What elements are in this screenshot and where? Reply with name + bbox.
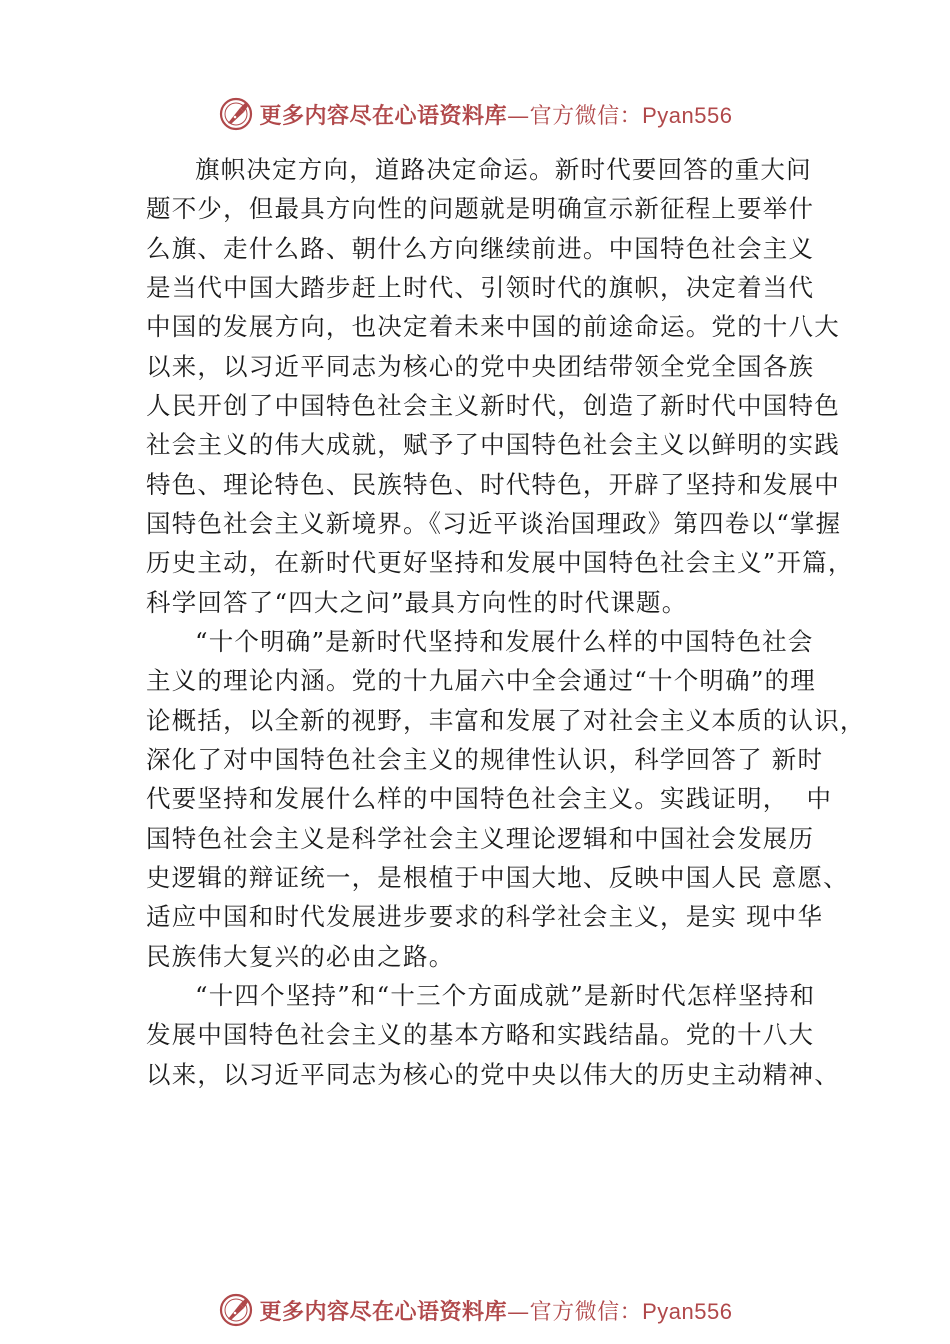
- paragraph-1-line-6: 以来，以习近平同志为核心的党中央团结带领全党全国各族: [146, 352, 815, 381]
- paragraph-1-line-5: 中国的发展方向，也决定着未来中国的前途命运。党的十八大: [146, 312, 840, 341]
- paragraph-1-line-3: 么旗、走什么路、朝什么方向继续前进。中国特色社会主义: [146, 234, 815, 263]
- paragraph-3-line-3: 以来，以习近平同志为核心的党中央以伟大的历史主动精神、: [146, 1060, 840, 1089]
- paragraph-2-line-8: 适应中国和时代发展进步要求的科学社会主义，是实 现中华: [146, 902, 824, 931]
- fountain-pen-seal-logo-icon: [218, 1292, 254, 1328]
- header-brand-name: 更多内容尽在心语资料库: [259, 102, 508, 129]
- paragraph-2-line-7: 史逻辑的辩证统一，是根植于中国大地、反映中国人民 意愿、: [146, 863, 849, 892]
- fountain-pen-seal-logo-icon: [218, 96, 254, 132]
- paragraph-1-line-8: 社会主义的伟大成就，赋予了中国特色社会主义以鲜明的实践: [146, 430, 840, 459]
- footer-banner: [0, 1290, 950, 1330]
- paragraph-1-line-12: 科学回答了“四大之问”最具方向性的时代课题。: [146, 588, 688, 617]
- footer-wechat-id: Pyan556: [642, 1298, 733, 1324]
- paragraph-3-line-2: 发展中国特色社会主义的基本方略和实践结晶。党的十八大: [146, 1020, 815, 1049]
- paragraph-1-line-9: 特色、理论特色、民族特色、时代特色，开辟了坚持和发展中: [146, 470, 840, 499]
- paragraph-1-line-2: 题不少，但最具方向性的问题就是明确宣示新征程上要举什: [146, 194, 815, 223]
- paragraph-1-line-1: 旗帜决定方向，道路决定命运。新时代要回答的重大问: [195, 155, 812, 184]
- paragraph-1-line-11: 历史主动，在新时代更好坚持和发展中国特色社会主义”开篇，: [146, 548, 854, 577]
- paragraph-2-line-4: 深化了对中国特色社会主义的规律性认识，科学回答了 新时: [146, 745, 824, 774]
- paragraph-1-line-7: 人民开创了中国特色社会主义新时代，创造了新时代中国特色: [146, 391, 840, 420]
- header-wechat-label: 官方微信：: [529, 103, 643, 129]
- footer-dash: —: [507, 1299, 530, 1325]
- header-wechat-id: Pyan556: [642, 102, 733, 128]
- header-banner: [0, 94, 950, 134]
- paragraph-1-line-10: 国特色社会主义新境界。《习近平谈治国理政》第四卷以“掌握: [146, 509, 842, 538]
- footer-brand-text: [260, 1295, 733, 1326]
- header-brand-text: [260, 99, 733, 130]
- paragraph-2-line-5: 代要坚持和发展什么样的中国特色社会主义。实践证明， 中: [146, 784, 833, 813]
- paragraph-2-line-3: 论概括，以全新的视野，丰富和发展了对社会主义本质的认识，: [146, 706, 866, 735]
- footer-wechat-label: 官方微信：: [529, 1299, 643, 1325]
- paragraph-2-line-1: “十个明确”是新时代坚持和发展什么样的中国特色社会: [195, 627, 814, 656]
- paragraph-3-line-1: “十四个坚持”和“十三个方面成就”是新时代怎样坚持和: [195, 981, 816, 1010]
- paragraph-1-line-4: 是当代中国大踏步赶上时代、引领时代的旗帜，决定着当代: [146, 273, 815, 302]
- paragraph-2-line-9: 民族伟大复兴的必由之路。: [146, 942, 455, 971]
- paragraph-2-line-6: 国特色社会主义是科学社会主义理论逻辑和中国社会发展历: [146, 824, 815, 853]
- footer-brand-name: 更多内容尽在心语资料库: [259, 1298, 508, 1325]
- header-dash: —: [507, 103, 530, 129]
- paragraph-2-line-2: 主义的理论内涵。党的十九届六中全会通过“十个明确”的理: [146, 666, 816, 695]
